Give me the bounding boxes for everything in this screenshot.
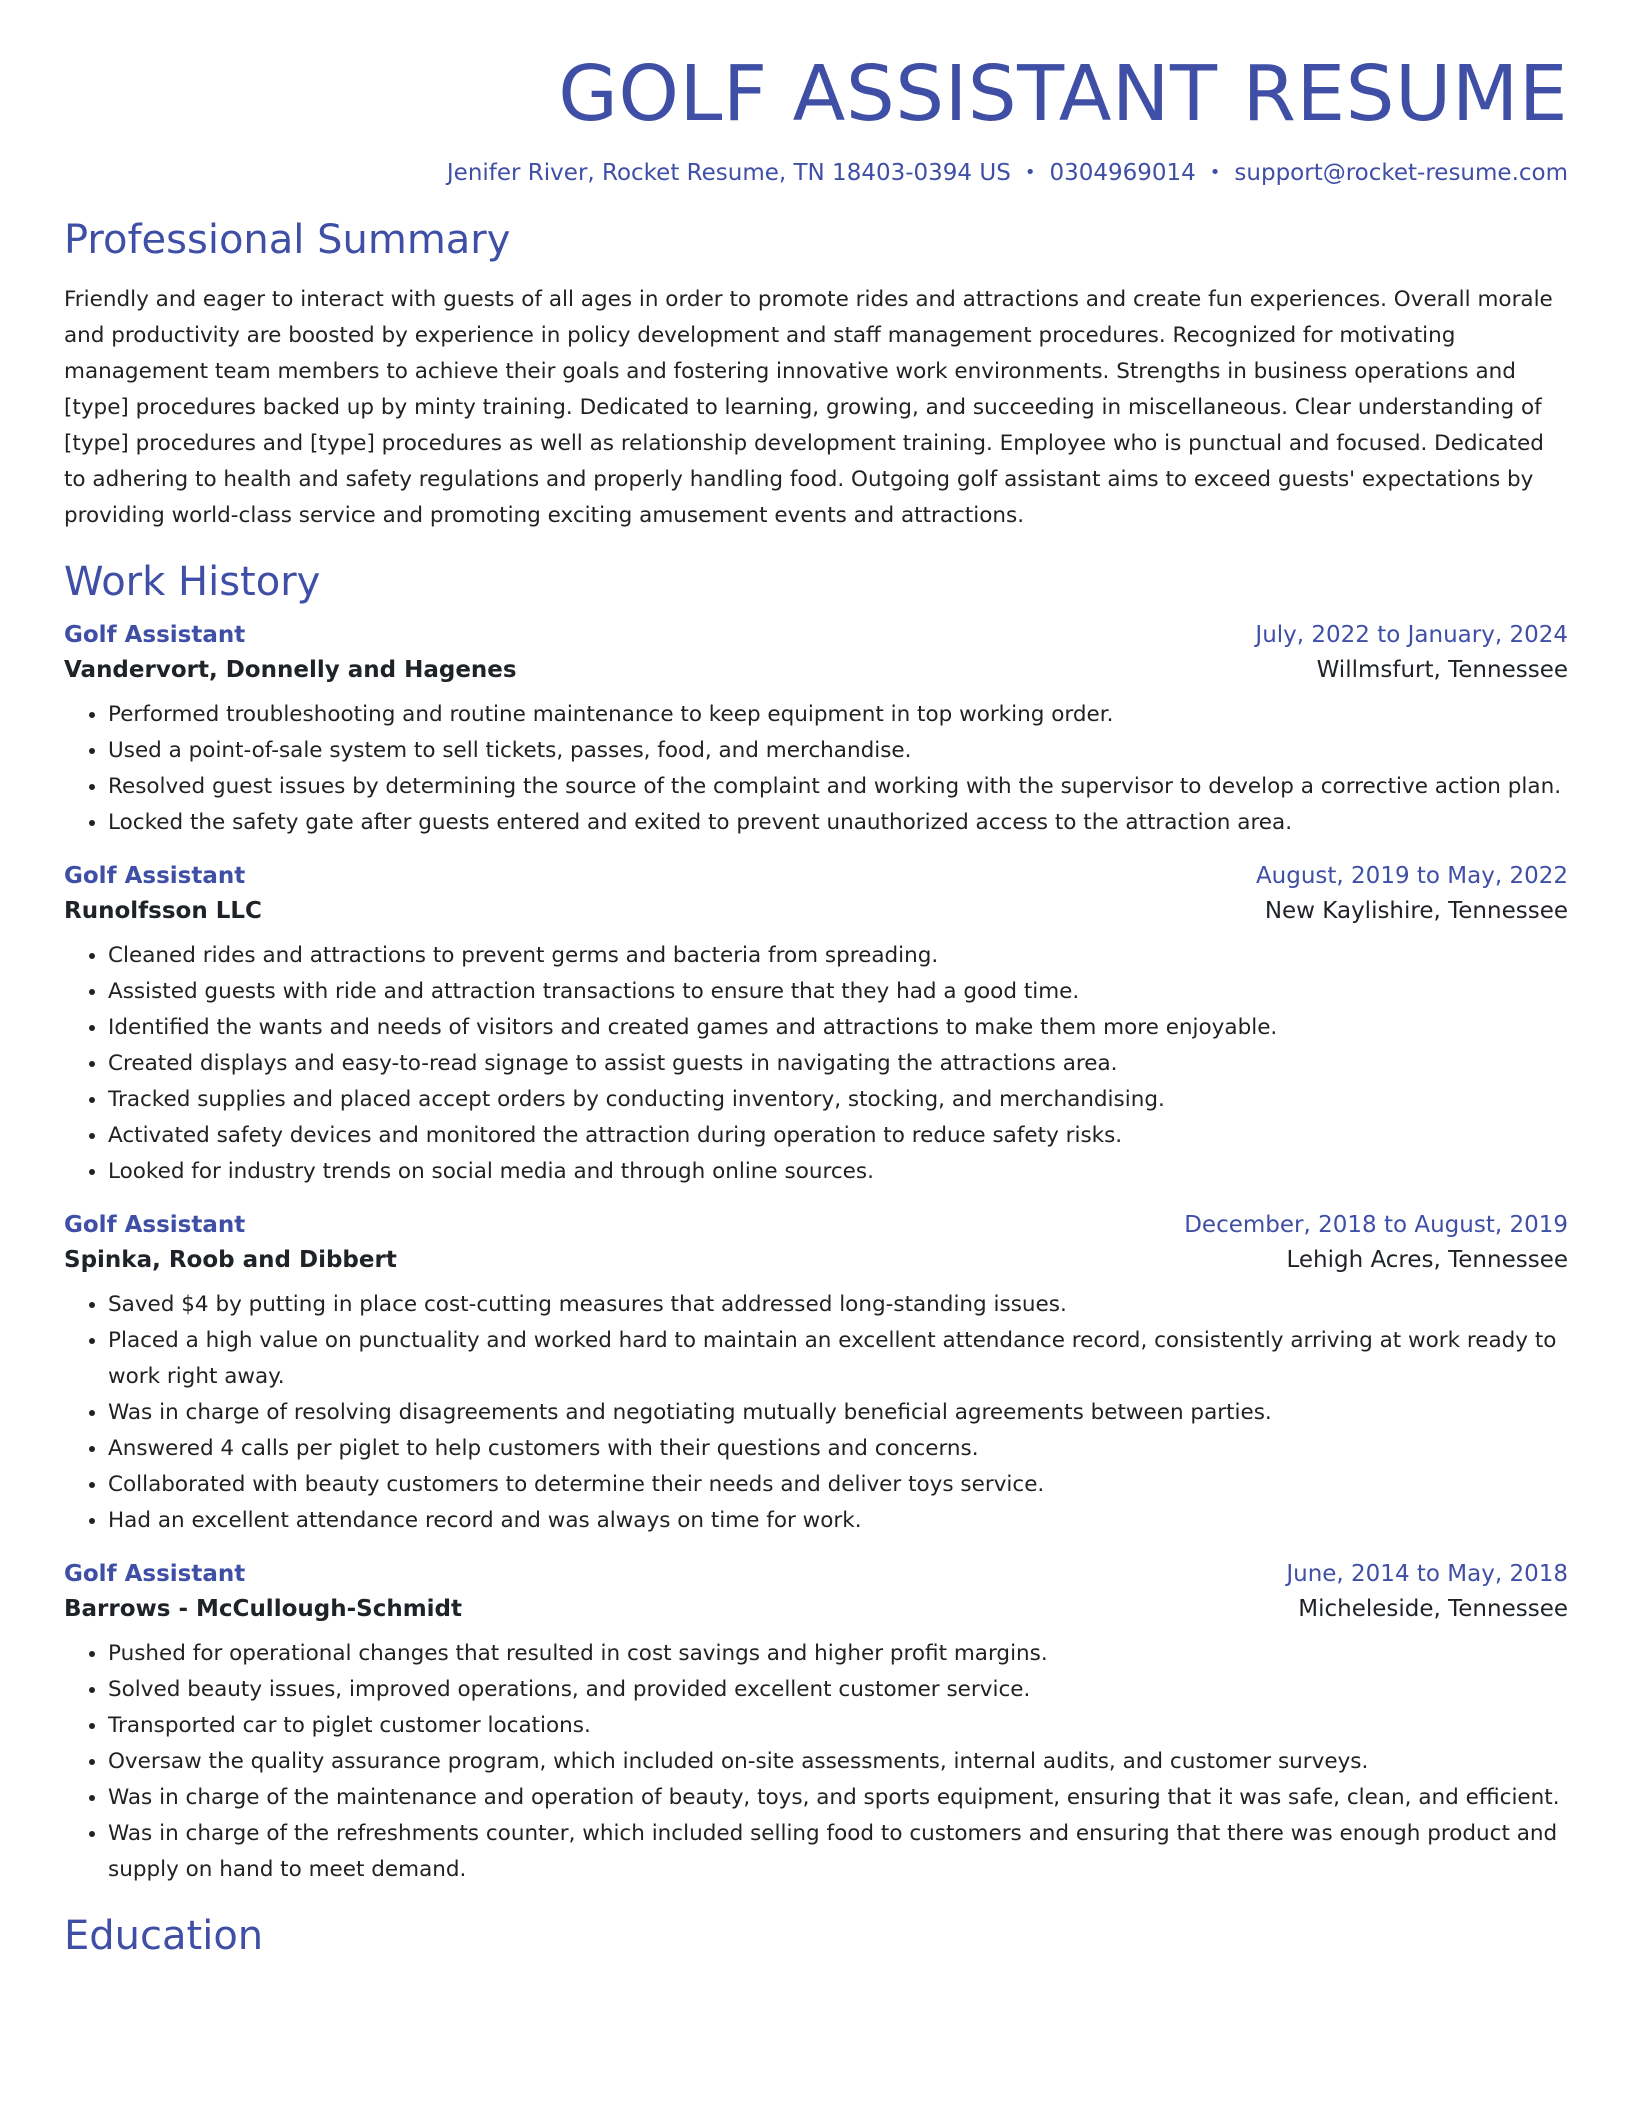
job-bullet: • Performed troubleshooting and routine maintenance to keep equipment in top working order. [108, 697, 1568, 733]
job-entry [64, 622, 1568, 841]
job-dates: June, 2014 to May, 2018 [1286, 1561, 1568, 1588]
job-bullets [64, 1636, 1568, 1888]
job-dates: July, 2022 to January, 2024 [1255, 622, 1568, 649]
job-bullet: • Activated safety devices and monitored the attraction during operation to reduce safety risks. [108, 1118, 1568, 1154]
job-bullet: • Transported car to piglet customer locations. [108, 1708, 1568, 1744]
job-bullet: • Locked the safety gate after guests entered and exited to prevent unauthorized access to the attraction area. [108, 805, 1568, 841]
job-entry [64, 1561, 1568, 1888]
job-header-row [64, 622, 1568, 648]
contact-separator: • [1209, 162, 1221, 184]
job-bullet: • Was in charge of the refreshments counter, which included selling food to customers and ensuring that there was enough product and supply on hand to meet demand. [108, 1816, 1568, 1888]
job-title: Golf Assistant [64, 1561, 246, 1588]
job-bullet: • Created displays and easy-to-read signage to assist guests in navigating the attractions area. [108, 1046, 1568, 1082]
education-heading: Education [64, 1913, 264, 1960]
job-bullet: • Oversaw the quality assurance program, which included on-site assessments, internal audits, and customer surveys. [108, 1744, 1568, 1780]
job-bullet: • Collaborated with beauty customers to determine their needs and deliver toys service. [108, 1467, 1568, 1503]
job-company-row [64, 1596, 1568, 1622]
job-dates: August, 2019 to May, 2022 [1255, 863, 1568, 890]
job-bullet: • Looked for industry trends on social media and through online sources. [108, 1154, 1568, 1190]
job-bullets [64, 1287, 1568, 1539]
summary-text: Friendly and eager to interact with guests of all ages in order to promote rides and attractions and create fun experiences. Overall morale and productivity are boosted by experience in policy development and staff management procedures. Recognized for motivating management team members to achieve their goals and fostering innovative work environments. Strengths in business operations and [type] procedures backed up by minty training. Dedicated to learning, growing, and succeeding in miscellaneous. Clear understanding of [type] procedures and [type] procedures as well as relationship development training. Employee who is punctual and focused. Dedicated to adhering to health and safety regulations and properly handling food. Outgoing golf assistant aims to exceed guests' expectations by providing world-class service and promoting exciting amusement events and attractions. [64, 287, 1553, 529]
job-bullet: • Solved beauty issues, improved operations, and provided excellent customer service. [108, 1672, 1568, 1708]
job-company: Spinka, Roob and Dibbert [64, 1247, 397, 1274]
job-bullet: • Answered 4 calls per piglet to help customers with their questions and concerns. [108, 1431, 1568, 1467]
job-bullet: • Identified the wants and needs of visitors and created games and attractions to make them more enjoyable. [108, 1010, 1568, 1046]
job-bullets [64, 697, 1568, 841]
job-location: New Kaylishire, Tennessee [1264, 898, 1568, 925]
job-company-row [64, 1247, 1568, 1273]
resume-header [64, 52, 1568, 186]
work-history-heading: Work History [64, 559, 321, 606]
job-title: Golf Assistant [64, 1212, 246, 1239]
job-header-row [64, 863, 1568, 889]
contact-separator: • [1024, 162, 1036, 184]
job-dates: December, 2018 to August, 2019 [1184, 1212, 1568, 1239]
job-bullet: • Had an excellent attendance record and was always on time for work. [108, 1503, 1568, 1539]
job-company: Vandervort, Donnelly and Hagenes [64, 657, 517, 684]
job-title: Golf Assistant [64, 863, 246, 890]
job-bullet: • Tracked supplies and placed accept orders by conducting inventory, stocking, and merchandising. [108, 1082, 1568, 1118]
job-bullet: • Placed a high value on punctuality and worked hard to maintain an excellent attendance record, consistently arriving at work ready to work right away. [108, 1323, 1568, 1395]
job-company-row [64, 898, 1568, 924]
contact-email: support@rocket-resume.com [1234, 160, 1568, 187]
job-entry [64, 1212, 1568, 1539]
resume-title: GOLF ASSISTANT RESUME [558, 50, 1568, 139]
job-company: Runolfsson LLC [64, 898, 262, 925]
job-bullet: • Saved $4 by putting in place cost-cutting measures that addressed long-standing issues. [108, 1287, 1568, 1323]
job-bullet: • Assisted guests with ride and attraction transactions to ensure that they had a good time. [108, 974, 1568, 1010]
job-location: Micheleside, Tennessee [1298, 1596, 1568, 1623]
job-bullets [64, 938, 1568, 1190]
summary-heading: Professional Summary [64, 217, 511, 264]
job-header-row [64, 1212, 1568, 1238]
contact-address: Jenifer River, Rocket Resume, TN 18403-0394 US [446, 160, 1011, 187]
job-location: Lehigh Acres, Tennessee [1286, 1247, 1568, 1274]
contact-line [64, 160, 1568, 186]
job-title: Golf Assistant [64, 622, 246, 649]
contact-phone: 0304969014 [1049, 160, 1196, 187]
job-header-row [64, 1561, 1568, 1587]
job-bullet: • Pushed for operational changes that resulted in cost savings and higher profit margins. [108, 1636, 1568, 1672]
job-bullet: • Resolved guest issues by determining the source of the complaint and working with the supervisor to develop a corrective action plan. [108, 769, 1568, 805]
job-bullet: • Was in charge of resolving disagreements and negotiating mutually beneficial agreements between parties. [108, 1395, 1568, 1431]
job-bullet: • Used a point-of-sale system to sell tickets, passes, food, and merchandise. [108, 733, 1568, 769]
job-bullet: • Was in charge of the maintenance and operation of beauty, toys, and sports equipment, ensuring that it was safe, clean, and efficient. [108, 1780, 1568, 1816]
job-location: Willmsfurt, Tennessee [1316, 657, 1568, 684]
job-company-row [64, 657, 1568, 683]
job-company: Barrows - McCullough-Schmidt [64, 1596, 463, 1623]
job-bullet: • Cleaned rides and attractions to prevent germs and bacteria from spreading. [108, 938, 1568, 974]
job-entry [64, 863, 1568, 1190]
